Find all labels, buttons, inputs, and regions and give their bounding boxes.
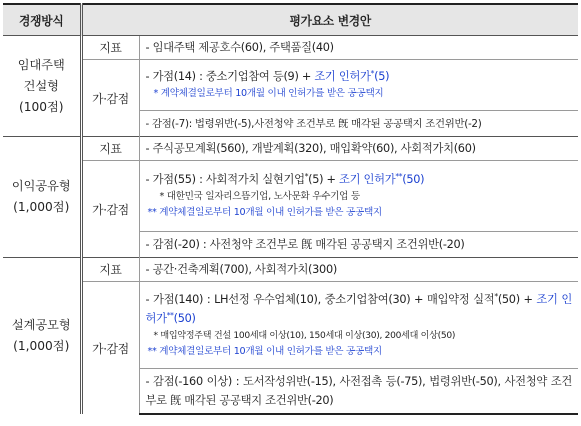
footnote-text: ** 계약체결일로부터 10개월 이내 인허가를 받은 공공택지 [147, 207, 382, 218]
type-label: 설계공모형 [11, 318, 71, 332]
bonus-cell [139, 282, 578, 369]
footnote-mark: ** [395, 172, 403, 181]
adjustment-label: 가·감점 [81, 282, 139, 415]
penalty-text: - 감점(-7): 법령위반(-5),사전청약 조건부로 旣 매각된 공공택지 조건위반(-2) [145, 117, 482, 130]
indicator-label: 지표 [81, 137, 139, 161]
type-score: (1,000점) [13, 339, 70, 353]
early-permit-score: (50) [173, 312, 196, 325]
type-score: (100점) [18, 99, 64, 114]
type-label: 이익공유형 [11, 179, 71, 193]
bonus-text: - 가점(14) : 중소기업참여 등(9) + [145, 70, 315, 83]
table-row [3, 161, 578, 232]
footnote-text: * 매입약정주택 건설 100세대 이상(10), 150세대 이상(30), 200세대 이상(50) [153, 331, 456, 341]
penalty-cell [139, 111, 578, 137]
type-score: (1,000점) [13, 200, 70, 214]
type-label: 건설형 [23, 78, 59, 93]
bonus-line [146, 290, 573, 328]
early-permit-score: (5) [374, 70, 390, 83]
table-header-row [3, 4, 578, 36]
bonus-line [146, 171, 573, 189]
footnote-mark: * [370, 69, 375, 78]
footnote-text: * 계약체결일로부터 10개월 이내 인허가를 받은 공공택지 [153, 88, 384, 99]
footnote-text: ** 계약체결일로부터 10개월 이내 인허가를 받은 공공택지 [147, 346, 382, 357]
type-cell-profit-sharing [3, 137, 81, 258]
bonus-text: (5) + [308, 173, 339, 186]
early-permit-score: (50) [402, 173, 425, 186]
bonus-text: (50) + [497, 293, 537, 306]
footnote-mark: * [304, 172, 309, 181]
early-permit-highlight: 조기 인허가 [339, 173, 396, 186]
table-row [3, 36, 578, 60]
indicator-label: 지표 [81, 36, 139, 60]
penalty-text: - 감점(-20) : 사전청약 조건부로 旣 매각된 공공택지 조건위반(-20) [145, 237, 465, 251]
bonus-cell [139, 60, 578, 111]
bonus-cell [139, 161, 578, 232]
header-competition-type: 경쟁방식 [3, 4, 81, 36]
type-cell-design-competition [3, 258, 81, 415]
table-row [3, 137, 578, 161]
type-label: 임대주택 [17, 57, 65, 72]
early-permit-highlight: 조기 인허가 [314, 70, 371, 83]
type-cell-rental [3, 36, 81, 137]
penalty-cell [139, 232, 578, 258]
indicator-text [139, 36, 578, 60]
bonus-text: - 가점(140) : LH선정 우수업체(10), 중소기업참여(30) + 매입약정 실적 [145, 293, 495, 306]
bonus-text: - 가점(55) : 사회적가치 실현기업 [145, 173, 305, 186]
table-row [3, 258, 578, 282]
indicator-value: - 공간·건축계획(700), 사회적가치(300) [145, 262, 337, 276]
header-evaluation-changes: 평가요소 변경안 [81, 4, 578, 36]
penalty-cell [139, 369, 578, 415]
indicator-label: 지표 [81, 258, 139, 282]
footnote-text: * 대한민국 일자리으뜸기업, 노사문화 우수기업 등 [159, 191, 360, 202]
adjustment-label: 가·감점 [81, 161, 139, 258]
table-row [3, 282, 578, 369]
table-row [3, 60, 578, 111]
penalty-text: - 감점(-160 이상) : 도서작성위반(-15), 사전접촉 등(-75), 법령위반(-50), 사전청약 조건부로 旣 매각된 공공택지 조건위반(-20) [145, 375, 573, 407]
indicator-text [139, 137, 578, 161]
adjustment-label: 가·감점 [81, 60, 139, 137]
indicator-value: - 임대주택 제공호수(60), 주택품질(40) [145, 40, 334, 54]
indicator-text [139, 258, 578, 282]
evaluation-table [3, 3, 578, 415]
bonus-line [146, 68, 573, 86]
early-permit-highlight: 조기 인허가 [145, 293, 572, 325]
indicator-value: - 주식공모계획(560), 개발계획(320), 매입확약(60), 사회적가치(60) [145, 141, 476, 155]
footnote-mark: ** [166, 311, 174, 320]
footnote-mark: * [494, 292, 498, 301]
